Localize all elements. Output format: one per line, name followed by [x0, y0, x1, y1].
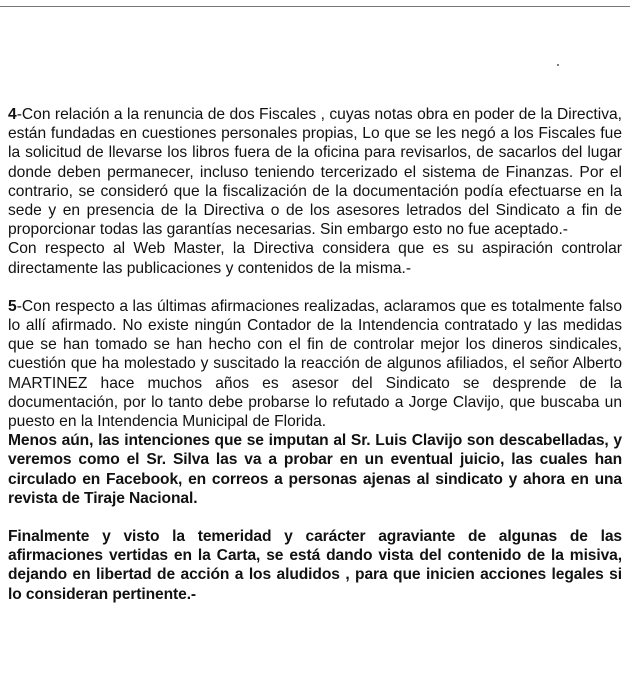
paragraph-finalmente: Finalmente y visto la temeridad y carácter agraviante de algunas de las afirmaciones vertidas en la Carta, se está dando vista del contenido de la misiva, dejando en libertad de acción a los aludidos , para que inicien acciones legales si lo consideran pertinente.- [8, 528, 622, 603]
paragraph-menos-aun: Menos aún, las intenciones que se imputan al Sr. Luis Clavijo son descabelladas, y veremos como el Sr. Silva las va a probar en un eventual juicio, las cuales han circulado en Facebook, en correos a personas ajenas al sindicato y ahora en una revista de Tiraje Nacional. [8, 432, 622, 507]
top-rule [0, 6, 630, 7]
paragraph-text: -Con relación a la renuncia de dos Fiscales , cuyas notas obra en poder de la Directiva, están fundadas en cuestiones personales propias, Lo que se les negó a los Fiscales fue la solicitud de llevarse los libros fuera de la oficina para revisarlos, de sacarlos del lugar donde deben permanecer, incluso teniendo tercerizado el sistema de Finanzas. Por el contrario, se consideró que la fiscalización de la documentación podía efectuarse en la sede y en presencia de la Directiva o de los asesores letrados del Sindicato a fin de proporcionar todas las garantías necesarias. Sin embargo esto no fue aceptado.- [8, 106, 622, 239]
paragraph-text: -Con respecto a las últimas afirmaciones realizadas, aclaramos que es totalmente falso lo allí afirmado. No existe ningún Contador de la Intendencia contratado y las medidas que se han tomado se han hecho con el fin de controlar mejor los dineros sindicales, cuestión que ha molestado y suscitado la reacción de algunos afiliados, el señor Alberto MARTINEZ hace muchos años es asesor del Sindicato se desprende de la documentación, por lo tanto debe probarse lo refutado a Jorge Clavijo, que buscaba un puesto en la Intendencia Municipal de Florida. [8, 297, 622, 431]
paragraph-web-master: Con respecto al Web Master, la Directiva considera que es su aspiración controlar directamente las publicaciones y contenidos de la misma.- [8, 240, 622, 277]
paragraph-5 [8, 297, 622, 431]
document-body [8, 105, 622, 604]
item-number: 4 [8, 106, 17, 123]
paragraph-4 [8, 105, 622, 239]
scan-speck [557, 64, 559, 66]
item-number: 5 [8, 297, 17, 315]
